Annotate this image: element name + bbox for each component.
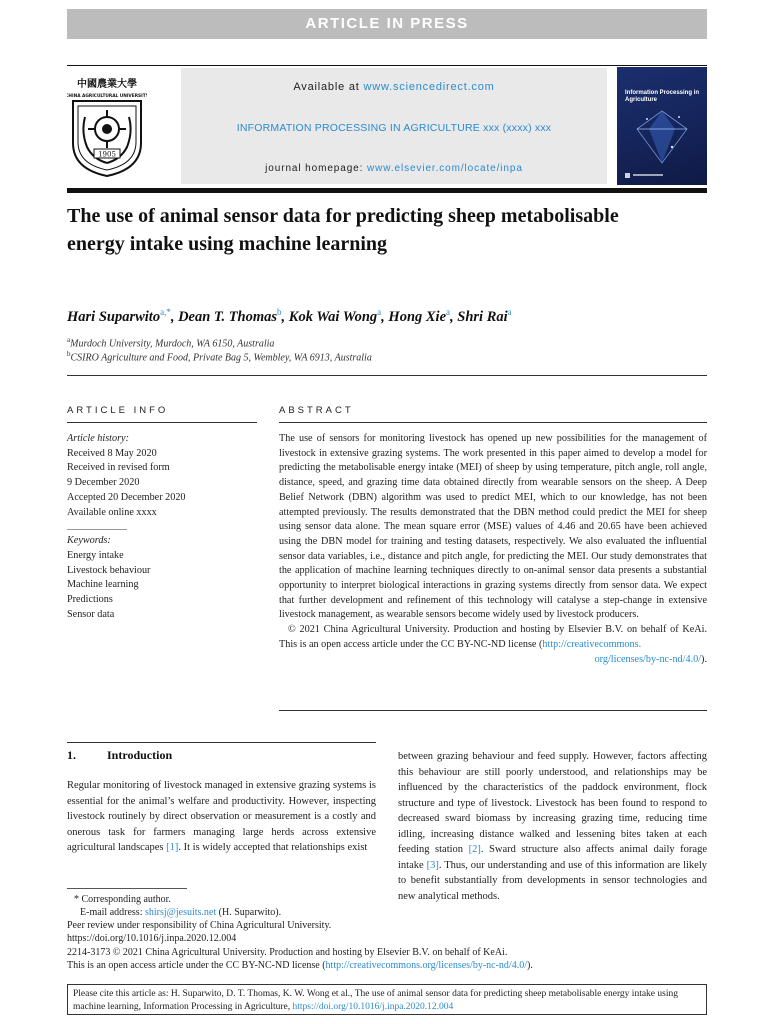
journal-name-link[interactable]: INFORMATION PROCESSING IN AGRICULTURE xxx (xxxx) xxx	[236, 122, 552, 134]
available-at-label: Available at	[293, 81, 364, 93]
journal-homepage-link[interactable]: www.elsevier.com/locate/inpa	[367, 163, 523, 174]
license-link-part-2[interactable]: org/licenses/by-nc-nd/4.0/	[594, 653, 702, 665]
header-thick-rule	[67, 188, 707, 193]
affiliation-marker: b	[67, 350, 71, 358]
affiliation-b	[67, 350, 372, 363]
history-item: 9 December 2020	[67, 477, 140, 489]
logo-year: 1905	[98, 150, 116, 159]
license-close: ).	[701, 653, 707, 665]
article-info-heading: ARTICLE INFO	[67, 405, 169, 416]
abstract-license-line	[279, 653, 707, 668]
footnote-rule	[67, 888, 187, 889]
open-access-license-link[interactable]: http://creativecommons.org/licenses/by-nc-nd/4.0/	[325, 960, 527, 971]
author-name[interactable]: Shri Rai	[457, 308, 508, 325]
email-suffix: (H. Suparwito).	[216, 907, 282, 918]
history-item: Accepted 20 December 2020	[67, 491, 186, 503]
copyright-text: © 2021 China Agricultural University. Production and hosting by Elsevier B.V. on behalf of KeAi. This is an open access article under the CC BY-NC-ND license (	[279, 624, 707, 650]
citation-doi-link[interactable]: https://doi.org/10.1016/j.inpa.2020.12.004	[292, 1001, 454, 1012]
author-name[interactable]: Kok Wai Wong	[288, 308, 378, 325]
sciencedirect-link[interactable]: www.sciencedirect.com	[363, 81, 495, 93]
authors-divider	[67, 375, 707, 376]
author-affiliation-marker[interactable]: a	[446, 307, 451, 317]
author-affiliation-marker[interactable]: a	[377, 307, 382, 317]
history-item: Received in revised form	[67, 462, 170, 474]
email-link[interactable]: shirsj@jesuits.net	[144, 907, 217, 918]
journal-cover-title: Information Processing in Agriculture	[625, 90, 700, 103]
keyword-item: Machine learning	[67, 579, 139, 591]
article-in-press-banner: ARTICLE IN PRESS	[67, 9, 707, 39]
keywords-label: Keywords:	[67, 535, 111, 547]
author-name[interactable]: Hong Xie	[388, 308, 447, 325]
author-affiliation-marker[interactable]: a,*	[160, 307, 171, 317]
email-label: E-mail address:	[80, 907, 145, 918]
logo-chinese-text: 中國農業大學	[77, 79, 137, 90]
abstract-text: The use of sensors for monitoring livestock has opened up new possibilities for the management of livestock in extensive grazing systems. The work presented in this paper aimed to develop a model for predicting the metabolisable energy intake (MEI) of sheep by using temperature, pitch angle, roll angle, distance, speed, and grazing time data obtained directly from wearable sensors on the sheep. A Deep Belief Network (DBN) algorithm was used to predict MEI, which to our knowledge, has not been attempted previously. The results demonstrated that the DBN method could predict the MEI for sheep using sensor data alone. The mean square error (MSE) values of 4.46 and 20.65 have been achieved using the DBN model for training and testing datasets, respectively. We also evaluated the influential sensor data variables, i.e., distance and pitch angle, for predicting the MEI. Our study demonstrates that the application of machine learning techniques directly to on-animal sensor data presents a substantial opportunity to interpret biological interactions in grazing systems directly from sensor data. We expect that further development and refinement of this technology will catalyse a step-change in extensive livestock management, as wearable sensors become widely used by livestock producers.	[279, 433, 707, 621]
email-note	[80, 907, 281, 920]
author-affiliation-marker[interactable]: a	[507, 307, 512, 317]
article-history-label: Article history:	[67, 433, 129, 444]
abstract-heading: ABSTRACT	[279, 405, 354, 416]
reference-link[interactable]: [1]	[166, 842, 179, 853]
article-title: The use of animal sensor data for predicting sheep metabolisable energy intake using machine learning	[67, 205, 619, 255]
header-top-rule	[67, 65, 707, 66]
author-name[interactable]: Dean T. Thomas	[178, 308, 278, 325]
article-info-rule	[67, 422, 257, 423]
introduction-left-column	[67, 778, 376, 856]
intro-paragraph-text: . Thus, our understanding and use of this information are likely to benefit substantially from developments in sensor technologies and new analytical methods.	[398, 859, 708, 902]
available-at-line	[181, 81, 607, 93]
abstract-copyright	[279, 623, 707, 652]
section-title: Introduction	[107, 748, 173, 762]
corresponding-author-note: * Corresponding author.	[74, 894, 171, 905]
history-item: Received 8 May 2020	[67, 447, 157, 459]
author-affiliation-marker[interactable]: b	[277, 307, 282, 317]
keyword-item: Livestock behaviour	[67, 564, 151, 576]
introduction-right-column	[398, 749, 707, 904]
affiliation-a	[67, 336, 274, 349]
intro-paragraph-text: . Sward structure also affects animal daily forage intake	[398, 844, 707, 871]
keywords-divider	[67, 529, 127, 530]
keyword-item: Predictions	[67, 594, 113, 606]
introduction-rule	[67, 742, 376, 743]
open-access-close: ).	[526, 960, 533, 971]
university-logo	[67, 77, 147, 177]
journal-cover-image	[617, 67, 707, 185]
open-access-line	[67, 960, 533, 973]
license-link-part-1[interactable]: http://creativecommons.	[542, 638, 642, 650]
author-list: Hari Suparwito$^{a,*}$, Dean T. Thomas$^b$, Kok Wai Wong$^a$, Hong Xie$^a$, Shri Rai$^a$	[67, 307, 512, 325]
journal-homepage-label: journal homepage:	[265, 163, 367, 174]
affiliation-text: CSIRO Agriculture and Food, Private Bag 5, Wembley, WA 6913, Australia	[70, 352, 372, 364]
journal-info-box	[181, 68, 607, 184]
issn-line: 2214-3173 © 2021 China Agricultural University. Production and hosting by Elsevier B.V. on behalf of KeAi.	[67, 947, 508, 958]
keyword-item: Energy intake	[67, 549, 124, 561]
section-number: 1.	[67, 748, 76, 762]
reference-link[interactable]: [3]	[426, 859, 439, 871]
intro-paragraph-text: between grazing behaviour and feed supply. However, factors affecting this behaviour are still poorly understood, and relationships may be influenced by the characteristics of the paddock environment, flock structure and type of livestock. Livestock has been found to respond to decreased sward biomass by increasing grazing time, reducing time idling, increasing distance walked and lessening bites taken at each feeding station	[398, 751, 707, 855]
doi-link[interactable]: https://doi.org/10.1016/j.inpa.2020.12.004	[67, 933, 237, 944]
affiliation-text: Murdoch University, Murdoch, WA 6150, Australia	[70, 338, 275, 350]
affiliation-marker: a	[67, 336, 71, 344]
abstract-rule	[279, 422, 707, 423]
peer-review-note: Peer review under responsibility of China Agricultural University.	[67, 920, 332, 931]
author-name[interactable]: Hari Suparwito	[67, 308, 161, 325]
article-info-panel	[67, 432, 257, 622]
logo-english-text: CHINA AGRICULTURAL UNIVERSITY	[67, 94, 147, 99]
abstract-body	[279, 432, 707, 667]
intro-paragraph-text: Regular monitoring of livestock managed in extensive grazing systems is essential for the animal’s welfare and productivity. However, inspecting livestock routinely by direct observation or measurement is a costly and onerous task for farmers managing large herds across extensive agricultural landscapes	[67, 780, 376, 853]
history-item: Available online xxxx	[67, 506, 157, 518]
journal-homepage-line	[181, 163, 607, 174]
reference-link[interactable]: [2]	[468, 844, 481, 855]
abstract-bottom-rule	[279, 710, 707, 711]
keyword-item: Sensor data	[67, 608, 115, 620]
open-access-text: This is an open access article under the CC BY-NC-ND license (	[67, 960, 326, 971]
citation-text: Please cite this article as: H. Suparwito, D. T. Thomas, K. W. Wong et al., The use of animal sensor data for predicting sheep metabolisable energy intake using machine learning, Information Processing in Agriculture,	[73, 989, 678, 1012]
intro-paragraph-text: . It is widely accepted that relationships exist	[178, 842, 368, 853]
cite-this-article-box	[67, 984, 707, 1015]
introduction-heading	[67, 748, 172, 763]
